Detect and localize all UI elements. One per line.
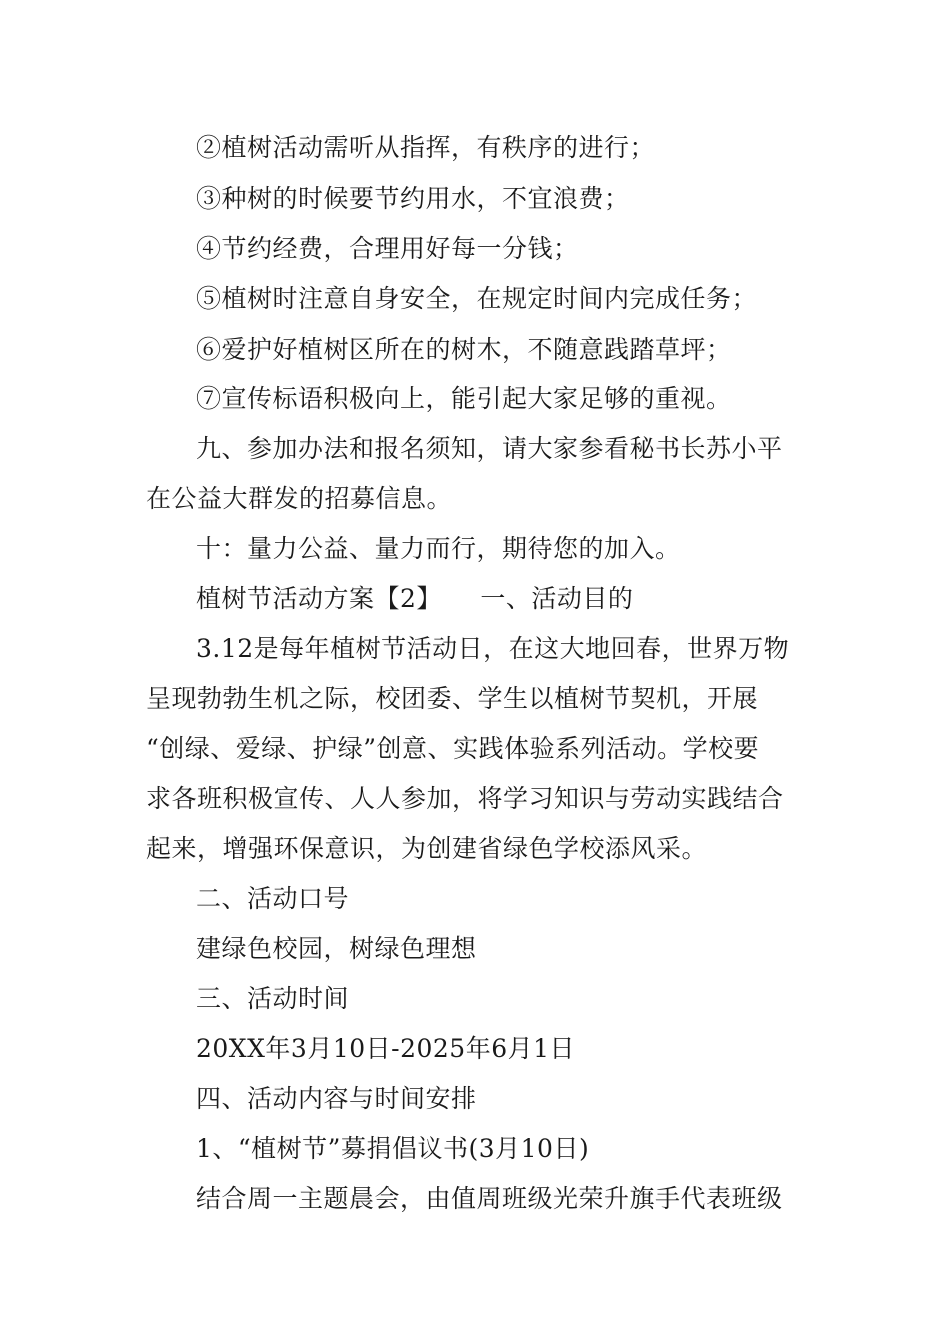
content-item-1-text: 结合周一主题晨会，由值周班级光荣升旗手代表班级	[196, 1184, 783, 1213]
section-content-heading: 四、活动内容与时间安排	[196, 1084, 477, 1113]
purpose-paragraph-line-1: 3.12是每年植树节活动日，在这大地回春，世界万物	[196, 634, 790, 663]
rule-item-2: ②植树活动需听从指挥，有秩序的进行；	[196, 133, 656, 162]
time-text: 20XX年3月10日-2025年6月1日	[196, 1034, 576, 1063]
rule-item-3: ③种树的时候要节约用水，不宜浪费；	[196, 184, 630, 213]
purpose-paragraph-line-2: 呈现勃勃生机之际，校团委、学生以植树节契机，开展	[146, 684, 759, 713]
section-nine-line-1: 九、参加办法和报名须知，请大家参看秘书长苏小平	[196, 434, 783, 463]
purpose-paragraph-line-4: 求各班积极宣传、人人参加，将学习知识与劳动实践结合	[146, 784, 784, 813]
rule-item-5: ⑤植树时注意自身安全，在规定时间内完成任务；	[196, 284, 758, 313]
content-item-1: 1、“植树节”募捐倡议书(3月10日)	[196, 1134, 590, 1163]
rule-item-6: ⑥爱护好植树区所在的树木，不随意践踏草坪；	[196, 335, 732, 364]
purpose-paragraph-line-3: “创绿、爱绿、护绿”创意、实践体验系列活动。学校要	[146, 734, 760, 763]
slogan-text: 建绿色校园，树绿色理想	[196, 934, 477, 963]
section-slogan-heading: 二、活动口号	[196, 884, 350, 913]
rule-item-4: ④节约经费，合理用好每一分钱；	[196, 234, 579, 263]
rule-item-7: ⑦宣传标语积极向上，能引起大家足够的重视。	[196, 384, 732, 413]
purpose-paragraph-line-5: 起来，增强环保意识，为创建省绿色学校添风采。	[146, 834, 708, 863]
section-nine-line-2: 在公益大群发的招募信息。	[146, 484, 453, 513]
plan-heading: 植树节活动方案【2】 一、活动目的	[196, 584, 634, 613]
section-ten: 十：量力公益、量力而行，期待您的加入。	[196, 534, 681, 563]
section-time-heading: 三、活动时间	[196, 984, 350, 1013]
